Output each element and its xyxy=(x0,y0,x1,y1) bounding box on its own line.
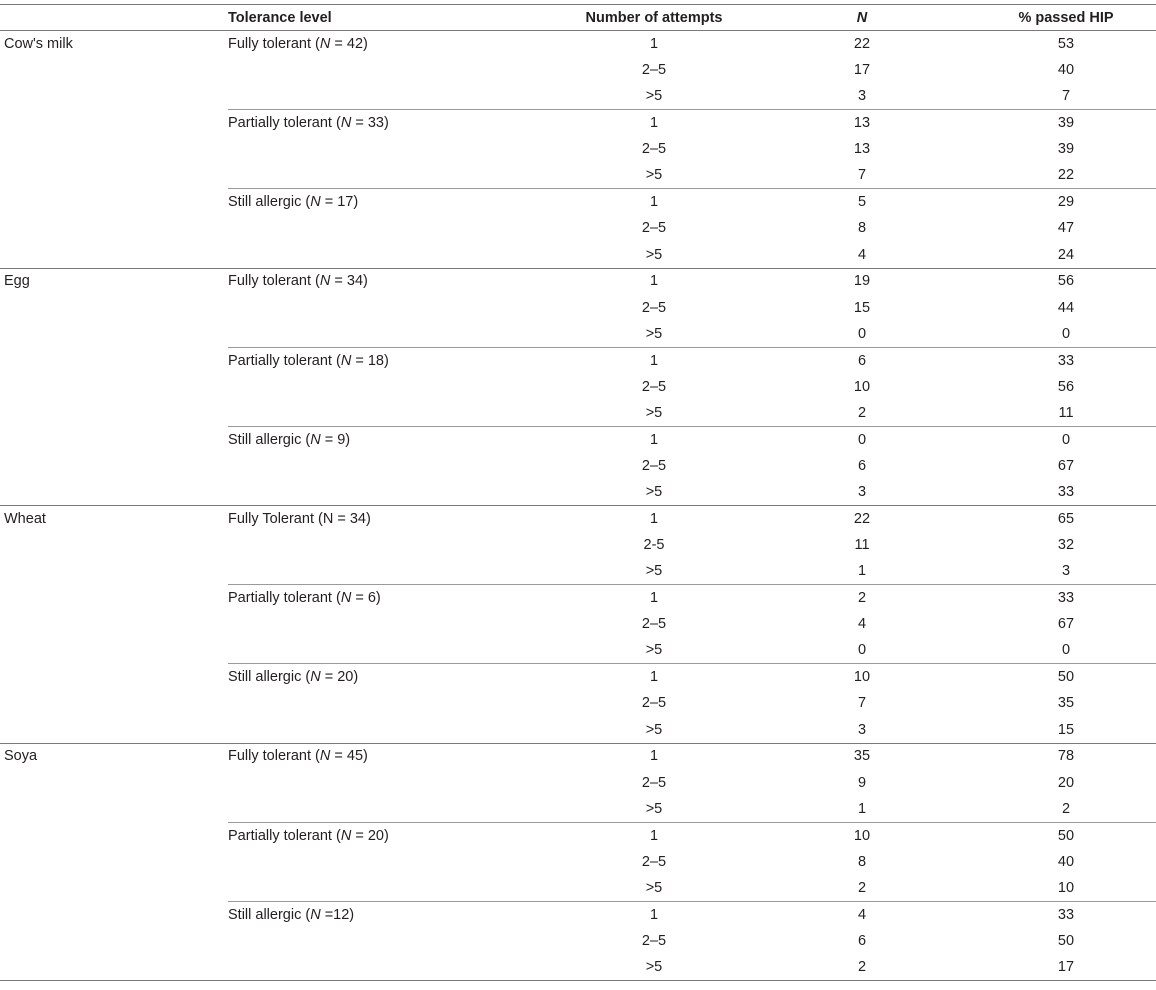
n-cell: 5 xyxy=(748,189,976,215)
percent-cell: 33 xyxy=(976,585,1156,611)
attempts-cell: 1 xyxy=(560,664,748,690)
n-cell: 15 xyxy=(853,299,871,316)
food-cell xyxy=(0,875,228,901)
tolerance-cell xyxy=(228,294,560,320)
food-cell xyxy=(0,849,228,875)
tolerance-n-symbol: N xyxy=(340,827,352,844)
food-cell xyxy=(0,83,228,109)
food-cell xyxy=(0,928,228,954)
tolerance-cell xyxy=(228,875,560,901)
food-cell xyxy=(0,690,228,716)
tolerance-n-symbol: N xyxy=(340,115,352,132)
table-row xyxy=(0,637,1156,663)
n-cell: 1 xyxy=(857,800,867,817)
n-cell: 2 xyxy=(857,404,867,421)
tolerance-label: Fully tolerant ( xyxy=(228,35,320,52)
tolerance-cell xyxy=(228,268,560,294)
percent-cell: 33 xyxy=(976,901,1156,927)
tolerance-cell xyxy=(228,901,560,927)
food-cell xyxy=(0,479,228,505)
tolerance-cell xyxy=(228,585,560,611)
percent-cell: 53 xyxy=(1057,35,1075,52)
food-cell xyxy=(0,717,228,743)
attempts-cell: >5 xyxy=(645,325,663,342)
header-percent-passed-hip: % passed HIP xyxy=(976,5,1156,31)
table-header xyxy=(0,5,1156,31)
tolerance-cell xyxy=(228,321,560,347)
attempts-cell: 1 xyxy=(560,743,748,769)
table-row xyxy=(0,426,1156,452)
table-row xyxy=(0,954,1156,980)
header-tolerance-level: Tolerance level xyxy=(228,5,560,31)
tolerance-n-value: = 18) xyxy=(351,352,389,369)
percent-cell: 40 xyxy=(1057,62,1075,79)
percent-cell: 50 xyxy=(976,664,1156,690)
n-cell: 10 xyxy=(748,822,976,848)
tolerance-cell xyxy=(228,110,560,136)
percent-cell: 0 xyxy=(976,426,1156,452)
n-cell: 4 xyxy=(857,246,867,263)
food-cell xyxy=(0,347,228,373)
percent-cell: 39 xyxy=(1057,141,1075,158)
attempts-cell: 2–5 xyxy=(641,853,667,870)
table-row xyxy=(0,611,1156,637)
attempts-cell: 2–5 xyxy=(641,774,667,791)
header-row xyxy=(0,5,1156,31)
percent-cell: 2 xyxy=(1061,800,1071,817)
table-row xyxy=(0,189,1156,215)
tolerance-n-symbol: N xyxy=(319,35,331,52)
tolerance-label: Partially tolerant ( xyxy=(228,827,341,844)
percent-cell: 0 xyxy=(1061,325,1071,342)
food-cell xyxy=(0,664,228,690)
tolerance-label: Fully tolerant ( xyxy=(228,748,320,765)
tolerance-cell xyxy=(228,928,560,954)
table-row xyxy=(0,321,1156,347)
attempts-cell: 2–5 xyxy=(641,616,667,633)
table-row xyxy=(0,242,1156,268)
header-n: N xyxy=(748,5,976,31)
table-row xyxy=(0,83,1156,109)
table-row xyxy=(0,769,1156,795)
tolerance-cell xyxy=(228,769,560,795)
n-cell: 35 xyxy=(748,743,976,769)
tolerance-n-value: = 6) xyxy=(351,590,381,607)
percent-cell: 3 xyxy=(1061,563,1071,580)
food-cell xyxy=(0,110,228,136)
table-row xyxy=(0,57,1156,83)
percent-cell: 33 xyxy=(976,347,1156,373)
attempts-cell: 2–5 xyxy=(641,141,667,158)
food-cell xyxy=(0,532,228,558)
tolerance-cell xyxy=(228,400,560,426)
attempts-cell: 1 xyxy=(560,268,748,294)
tolerance-label: Still allergic ( xyxy=(228,669,311,686)
food-cell xyxy=(0,611,228,637)
attempts-cell: >5 xyxy=(645,879,663,896)
n-cell: 2 xyxy=(748,954,976,980)
attempts-cell: >5 xyxy=(560,954,748,980)
table-row xyxy=(0,796,1156,822)
food-cell: Soya xyxy=(0,743,228,769)
n-cell: 8 xyxy=(857,853,867,870)
food-cell xyxy=(0,822,228,848)
percent-cell: 20 xyxy=(1057,774,1075,791)
table-row xyxy=(0,928,1156,954)
food-cell xyxy=(0,374,228,400)
tolerance-label: Still allergic ( xyxy=(228,431,311,448)
n-cell: 7 xyxy=(857,695,867,712)
tolerance-n-value: = 33) xyxy=(351,115,389,132)
table-row xyxy=(0,690,1156,716)
percent-cell: 50 xyxy=(976,822,1156,848)
table-row xyxy=(0,215,1156,241)
attempts-cell: 2–5 xyxy=(641,299,667,316)
tolerance-cell xyxy=(228,242,560,268)
table-row xyxy=(0,532,1156,558)
table-row xyxy=(0,268,1156,294)
tolerance-cell xyxy=(228,849,560,875)
tolerance-n-symbol: N xyxy=(340,352,352,369)
table-row xyxy=(0,875,1156,901)
tolerance-cell xyxy=(228,162,560,188)
food-cell xyxy=(0,426,228,452)
tolerance-label: Still allergic ( xyxy=(228,906,311,923)
attempts-cell: 1 xyxy=(649,35,659,52)
food-cell xyxy=(0,558,228,584)
table-row xyxy=(0,453,1156,479)
tolerance-n-value: = 34) xyxy=(330,273,368,290)
food-cell: Cow's milk xyxy=(4,35,73,52)
percent-cell: 78 xyxy=(976,743,1156,769)
percent-cell: 47 xyxy=(1057,220,1075,237)
table-row xyxy=(0,506,1156,532)
n-cell: 0 xyxy=(748,426,976,452)
tolerance-cell xyxy=(228,532,560,558)
n-cell: 6 xyxy=(748,347,976,373)
table-row xyxy=(0,110,1156,136)
food-cell xyxy=(0,585,228,611)
percent-cell: 7 xyxy=(1061,88,1071,105)
percent-cell: 24 xyxy=(1057,246,1075,263)
n-cell: 13 xyxy=(853,141,871,158)
attempts-cell: 1 xyxy=(560,585,748,611)
tolerance-cell xyxy=(228,690,560,716)
attempts-cell: 2–5 xyxy=(641,378,667,395)
table-row xyxy=(0,849,1156,875)
tolerance-cell xyxy=(228,83,560,109)
table-row xyxy=(0,31,1156,57)
percent-cell: 32 xyxy=(1057,537,1075,554)
percent-cell: 15 xyxy=(1057,721,1075,738)
food-cell xyxy=(0,954,228,980)
percent-cell: 29 xyxy=(976,189,1156,215)
attempts-cell: >5 xyxy=(645,404,663,421)
tolerance-cell xyxy=(228,215,560,241)
n-cell: 2 xyxy=(748,585,976,611)
table-row xyxy=(0,901,1156,927)
attempts-cell: 2–5 xyxy=(641,695,667,712)
attempts-cell: 1 xyxy=(560,822,748,848)
tolerance-label: Still allergic ( xyxy=(228,194,311,211)
food-cell xyxy=(0,637,228,663)
n-cell: 7 xyxy=(857,167,867,184)
n-cell: 3 xyxy=(857,484,867,501)
percent-cell: 65 xyxy=(976,506,1156,532)
tolerance-cell xyxy=(228,717,560,743)
tolerance-n-value: = 20) xyxy=(351,827,389,844)
tolerance-cell xyxy=(228,374,560,400)
n-cell: 10 xyxy=(748,664,976,690)
tolerance-n-symbol: N xyxy=(319,748,331,765)
attempts-cell: >5 xyxy=(645,484,663,501)
tolerance-cell xyxy=(228,743,560,769)
header-food xyxy=(0,5,228,31)
table-row xyxy=(0,585,1156,611)
food-cell xyxy=(0,215,228,241)
tolerance-cell xyxy=(228,136,560,162)
table-row xyxy=(0,717,1156,743)
table-body xyxy=(0,31,1156,981)
percent-cell: 0 xyxy=(1061,642,1071,659)
tolerance-cell xyxy=(228,822,560,848)
attempts-cell: >5 xyxy=(645,167,663,184)
attempts-cell: >5 xyxy=(645,246,663,263)
tolerance-label: Partially tolerant ( xyxy=(228,352,341,369)
tolerance-label: Partially tolerant ( xyxy=(228,590,341,607)
table-row xyxy=(0,136,1156,162)
attempts-cell: 2-5 xyxy=(643,537,665,554)
food-cell xyxy=(0,294,228,320)
attempts-cell: >5 xyxy=(645,721,663,738)
attempts-cell: 1 xyxy=(560,901,748,927)
attempts-cell: >5 xyxy=(645,88,663,105)
attempts-cell: >5 xyxy=(645,642,663,659)
tolerance-cell xyxy=(228,57,560,83)
n-cell: 2 xyxy=(857,879,867,896)
attempts-cell: >5 xyxy=(645,800,663,817)
percent-cell: 50 xyxy=(1057,932,1075,949)
n-cell: 0 xyxy=(857,325,867,342)
n-cell: 9 xyxy=(857,774,867,791)
food-cell xyxy=(0,242,228,268)
food-cell: Egg xyxy=(0,268,228,294)
tolerance-table xyxy=(0,4,1156,981)
food-cell xyxy=(0,321,228,347)
tolerance-cell xyxy=(228,954,560,980)
tolerance-label: Partially tolerant ( xyxy=(228,115,341,132)
n-cell: 22 xyxy=(853,35,871,52)
tolerance-cell xyxy=(228,189,560,215)
percent-cell: 39 xyxy=(976,110,1156,136)
table-row xyxy=(0,664,1156,690)
attempts-cell: 1 xyxy=(560,506,748,532)
tolerance-label: Fully tolerant ( xyxy=(228,273,320,290)
attempts-cell: 1 xyxy=(560,347,748,373)
tolerance-cell xyxy=(228,347,560,373)
header-number-of-attempts: Number of attempts xyxy=(560,5,748,31)
tolerance-cell xyxy=(228,611,560,637)
percent-cell: 10 xyxy=(1057,879,1075,896)
tolerance-cell xyxy=(228,453,560,479)
percent-cell: 17 xyxy=(976,954,1156,980)
food-cell xyxy=(0,136,228,162)
tolerance-cell xyxy=(228,637,560,663)
tolerance-n-value: = 17) xyxy=(320,194,359,211)
tolerance-cell xyxy=(228,426,560,452)
n-cell: 10 xyxy=(853,378,871,395)
n-cell: 6 xyxy=(857,457,867,474)
tolerance-n-value: = 42) xyxy=(330,35,368,52)
tolerance-n-symbol: N xyxy=(310,906,321,923)
table-row xyxy=(0,347,1156,373)
tolerance-n-symbol: N xyxy=(310,431,321,448)
table-row xyxy=(0,400,1156,426)
percent-cell: 35 xyxy=(1057,695,1075,712)
n-cell: 1 xyxy=(857,563,867,580)
tolerance-n-symbol: N xyxy=(310,669,321,686)
food-cell xyxy=(0,400,228,426)
attempts-cell: 2–5 xyxy=(641,932,667,949)
percent-cell: 67 xyxy=(1057,457,1075,474)
attempts-cell: 1 xyxy=(560,426,748,452)
percent-cell: 11 xyxy=(1058,404,1074,421)
tolerance-n-value: =12) xyxy=(320,906,355,923)
table-row xyxy=(0,294,1156,320)
tolerance-n-value: = 9) xyxy=(320,431,351,448)
table-row xyxy=(0,374,1156,400)
n-cell: 19 xyxy=(748,268,976,294)
tolerance-n-value: = 45) xyxy=(330,748,368,765)
n-cell: 11 xyxy=(854,537,870,554)
tolerance-cell xyxy=(228,558,560,584)
table-row xyxy=(0,479,1156,505)
n-cell: 17 xyxy=(853,62,871,79)
tolerance-cell xyxy=(228,479,560,505)
food-cell xyxy=(0,796,228,822)
table-row xyxy=(0,743,1156,769)
tolerance-cell xyxy=(228,796,560,822)
tolerance-n-symbol: N xyxy=(319,273,331,290)
table-row xyxy=(0,558,1156,584)
n-cell: 22 xyxy=(748,506,976,532)
food-cell: Wheat xyxy=(0,506,228,532)
attempts-cell: 2–5 xyxy=(641,220,667,237)
tolerance-cell xyxy=(228,506,560,532)
attempts-cell: 2–5 xyxy=(641,62,667,79)
food-cell xyxy=(0,162,228,188)
food-cell xyxy=(0,57,228,83)
tolerance-cell xyxy=(228,31,560,57)
n-cell: 4 xyxy=(857,616,867,633)
tolerance-cell xyxy=(228,664,560,690)
tolerance-n-symbol: N xyxy=(310,194,321,211)
food-cell xyxy=(0,453,228,479)
n-cell: 3 xyxy=(857,721,867,738)
n-cell: 13 xyxy=(748,110,976,136)
tolerance-n-symbol: N xyxy=(340,590,352,607)
n-cell: 6 xyxy=(857,932,867,949)
percent-cell: 40 xyxy=(1057,853,1075,870)
food-cell xyxy=(0,189,228,215)
percent-cell: 44 xyxy=(1057,299,1075,316)
n-cell: 4 xyxy=(748,901,976,927)
n-cell: 8 xyxy=(857,220,867,237)
food-cell xyxy=(0,901,228,927)
percent-cell: 56 xyxy=(976,268,1156,294)
attempts-cell: 2–5 xyxy=(641,457,667,474)
tolerance-n-value: = 20) xyxy=(320,669,359,686)
table-row xyxy=(0,162,1156,188)
tolerance-label: Fully Tolerant (N = 34) xyxy=(228,510,371,527)
percent-cell: 22 xyxy=(1057,167,1075,184)
percent-cell: 33 xyxy=(1057,484,1075,501)
n-cell: 0 xyxy=(857,642,867,659)
food-cell xyxy=(0,769,228,795)
attempts-cell: >5 xyxy=(645,563,663,580)
attempts-cell: 1 xyxy=(560,110,748,136)
table-row xyxy=(0,822,1156,848)
percent-cell: 67 xyxy=(1057,616,1075,633)
percent-cell: 56 xyxy=(1057,378,1075,395)
n-cell: 3 xyxy=(857,88,867,105)
attempts-cell: 1 xyxy=(560,189,748,215)
